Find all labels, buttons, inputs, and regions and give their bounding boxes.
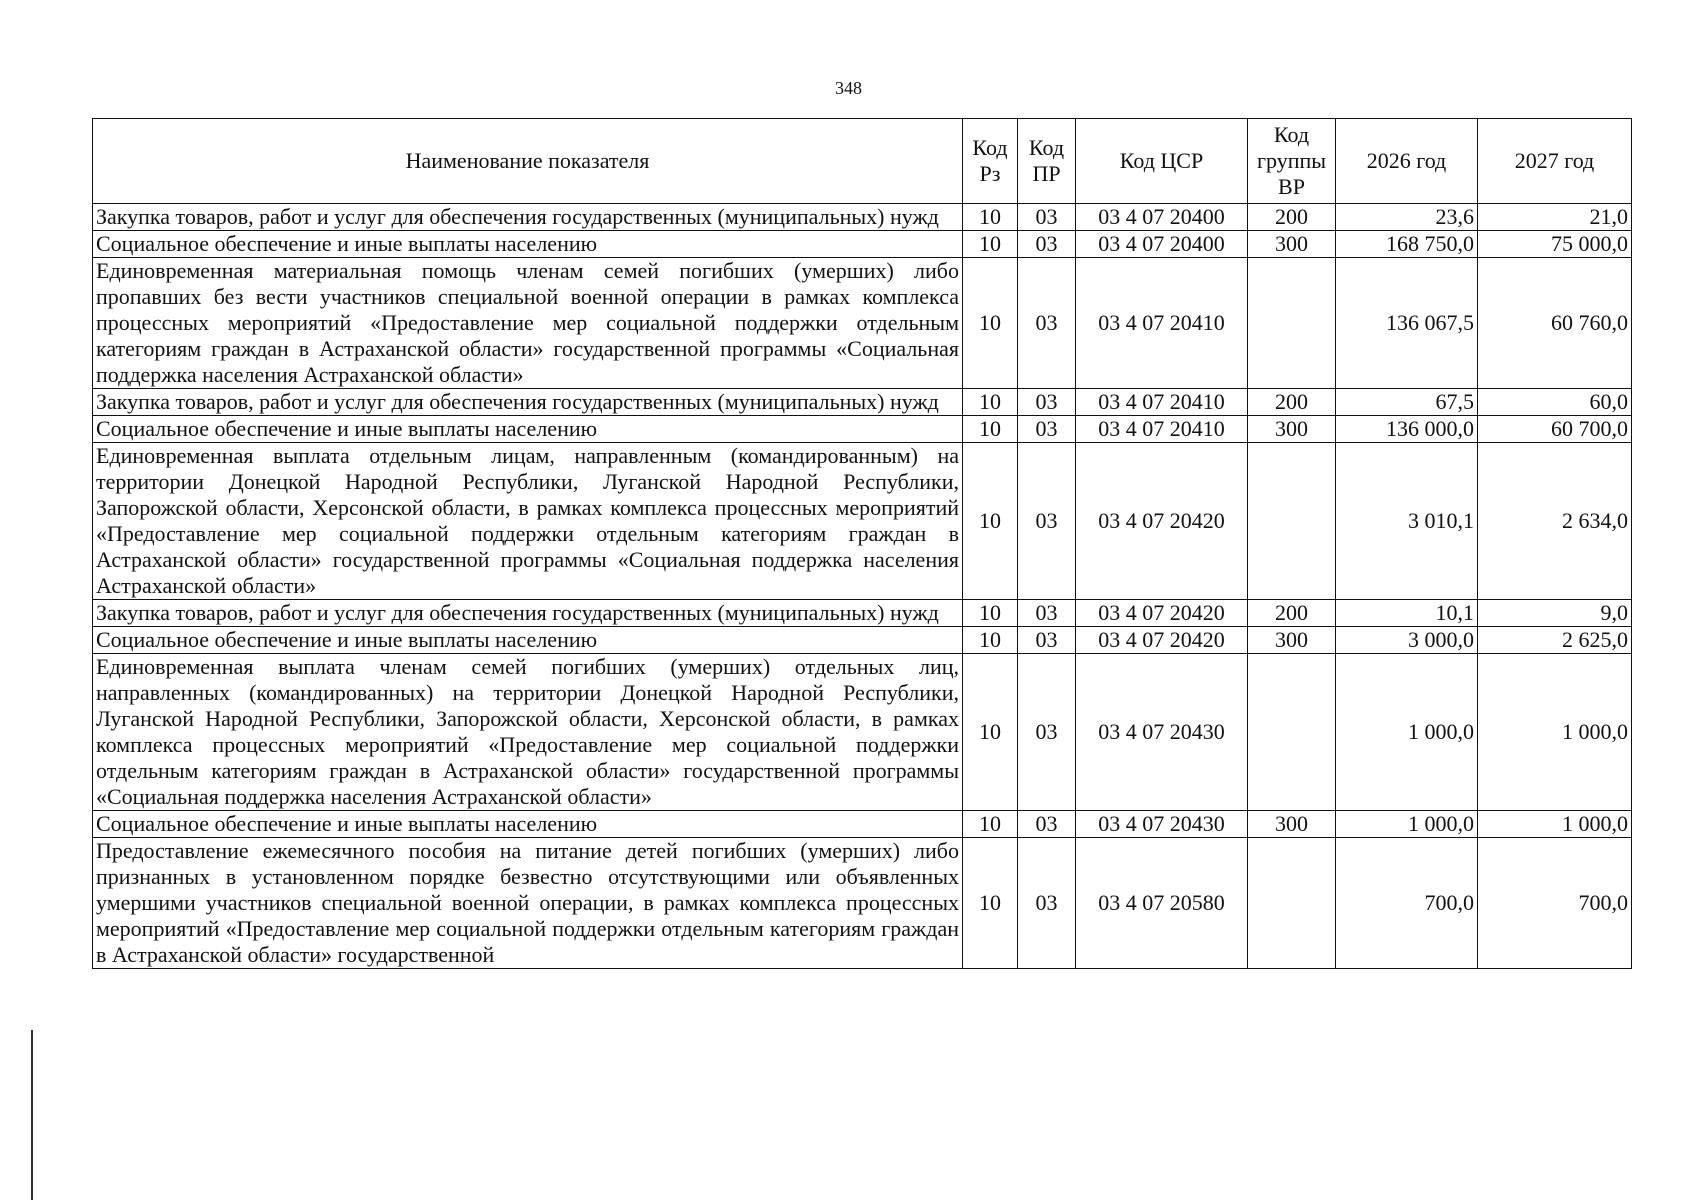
row-csr: 03 4 07 20430 [1076, 811, 1248, 838]
table-row [93, 838, 1632, 969]
row-name: Закупка товаров, работ и услуг для обеспечения государственных (муниципальных) нужд [93, 389, 963, 416]
row-rz: 10 [963, 600, 1018, 627]
row-csr: 03 4 07 20410 [1076, 416, 1248, 443]
page-number: 348 [835, 78, 862, 98]
row-2026: 700,0 [1336, 838, 1478, 969]
header-csr: Код ЦСР [1076, 119, 1248, 204]
row-name: Единовременная выплата отдельным лицам, направленным (командированным) на территории Донецкой Народной Республики, Луганской Народной Республики, Запорожской области, Херсонской области, в рамках комплекса процессных мероприятий «Предоставление мер социальной поддержки отдельным категориям граждан в Астраханской области» государственной программы «Социальная поддержка населения Астраханской области» [93, 443, 963, 600]
row-pr: 03 [1018, 416, 1076, 443]
row-2027: 2 625,0 [1478, 627, 1632, 654]
row-pr: 03 [1018, 231, 1076, 258]
row-rz: 10 [963, 627, 1018, 654]
header-rz: Код Рз [963, 119, 1018, 204]
row-csr: 03 4 07 20430 [1076, 654, 1248, 811]
row-name: Единовременная материальная помощь членам семей погибших (умерших) либо пропавших без вести участников специальной военной операции в рамках комплекса процессных мероприятий «Предоставление мер социальной поддержки отдельным категориям граждан в Астраханской области» государственной программы «Социальная поддержка населения Астраханской области» [93, 258, 963, 389]
row-2027: 2 634,0 [1478, 443, 1632, 600]
row-pr: 03 [1018, 600, 1076, 627]
row-2026: 10,1 [1336, 600, 1478, 627]
row-vr: 300 [1248, 627, 1336, 654]
row-rz: 10 [963, 416, 1018, 443]
row-name: Социальное обеспечение и иные выплаты населению [93, 231, 963, 258]
row-vr: 200 [1248, 389, 1336, 416]
row-vr [1248, 258, 1336, 389]
table-body [93, 204, 1632, 969]
row-2026: 3 010,1 [1336, 443, 1478, 600]
row-pr: 03 [1018, 811, 1076, 838]
row-csr: 03 4 07 20420 [1076, 627, 1248, 654]
row-vr: 200 [1248, 600, 1336, 627]
row-2026: 168 750,0 [1336, 231, 1478, 258]
row-vr: 300 [1248, 416, 1336, 443]
row-rz: 10 [963, 258, 1018, 389]
row-rz: 10 [963, 443, 1018, 600]
row-csr: 03 4 07 20410 [1076, 389, 1248, 416]
table-row [93, 600, 1632, 627]
row-2026: 23,6 [1336, 204, 1478, 231]
row-csr: 03 4 07 20420 [1076, 600, 1248, 627]
row-2026: 136 067,5 [1336, 258, 1478, 389]
row-vr: 300 [1248, 811, 1336, 838]
row-csr: 03 4 07 20400 [1076, 231, 1248, 258]
row-2027: 75 000,0 [1478, 231, 1632, 258]
row-2027: 700,0 [1478, 838, 1632, 969]
row-csr: 03 4 07 20580 [1076, 838, 1248, 969]
header-name: Наименование показателя [93, 119, 963, 204]
row-rz: 10 [963, 838, 1018, 969]
row-2026: 1 000,0 [1336, 654, 1478, 811]
row-vr: 300 [1248, 231, 1336, 258]
table-row [93, 231, 1632, 258]
row-name: Социальное обеспечение и иные выплаты населению [93, 811, 963, 838]
row-pr: 03 [1018, 443, 1076, 600]
row-rz: 10 [963, 389, 1018, 416]
table-row [93, 811, 1632, 838]
table-row [93, 627, 1632, 654]
table-row [93, 654, 1632, 811]
row-pr: 03 [1018, 627, 1076, 654]
row-vr [1248, 838, 1336, 969]
row-vr: 200 [1248, 204, 1336, 231]
row-rz: 10 [963, 231, 1018, 258]
row-2026: 136 000,0 [1336, 416, 1478, 443]
table-row [93, 258, 1632, 389]
row-csr: 03 4 07 20420 [1076, 443, 1248, 600]
row-pr: 03 [1018, 204, 1076, 231]
row-2027: 60 760,0 [1478, 258, 1632, 389]
margin-rule [31, 1030, 33, 1200]
row-name: Социальное обеспечение и иные выплаты населению [93, 627, 963, 654]
row-rz: 10 [963, 654, 1018, 811]
table-row [93, 204, 1632, 231]
row-2027: 9,0 [1478, 600, 1632, 627]
row-2027: 1 000,0 [1478, 654, 1632, 811]
row-pr: 03 [1018, 389, 1076, 416]
table-row [93, 443, 1632, 600]
row-2027: 21,0 [1478, 204, 1632, 231]
row-name: Закупка товаров, работ и услуг для обеспечения государственных (муниципальных) нужд [93, 600, 963, 627]
header-vr: Код группы ВР [1248, 119, 1336, 204]
row-name: Единовременная выплата членам семей погибших (умерших) отдельных лиц, направленных (командированных) на территории Донецкой Народной Республики, Луганской Народной Республики, Запорожской области, Херсонской области, в рамках комплекса процессных мероприятий «Предоставление мер социальной поддержки отдельным категориям граждан в Астраханской области» государственной программы «Социальная поддержка населения Астраханской области» [93, 654, 963, 811]
budget-table [92, 118, 1632, 969]
header-2027: 2027 год [1478, 119, 1632, 204]
header-row [93, 119, 1632, 204]
row-pr: 03 [1018, 838, 1076, 969]
row-2027: 1 000,0 [1478, 811, 1632, 838]
row-2027: 60,0 [1478, 389, 1632, 416]
row-csr: 03 4 07 20400 [1076, 204, 1248, 231]
table-header [93, 119, 1632, 204]
header-pr: Код ПР [1018, 119, 1076, 204]
row-pr: 03 [1018, 258, 1076, 389]
row-vr [1248, 654, 1336, 811]
row-2026: 3 000,0 [1336, 627, 1478, 654]
table-row [93, 389, 1632, 416]
row-name: Закупка товаров, работ и услуг для обеспечения государственных (муниципальных) нужд [93, 204, 963, 231]
row-name: Социальное обеспечение и иные выплаты населению [93, 416, 963, 443]
row-name: Предоставление ежемесячного пособия на питание детей погибших (умерших) либо признанных в установленном порядке безвестно отсутствующими или объявленных умершими участников специальной военной операции, в рамках комплекса процессных мероприятий «Предоставление мер социальной поддержки отдельным категориям граждан в Астраханской области» государственной [93, 838, 963, 969]
table-row [93, 416, 1632, 443]
row-2027: 60 700,0 [1478, 416, 1632, 443]
row-pr: 03 [1018, 654, 1076, 811]
row-2026: 67,5 [1336, 389, 1478, 416]
header-2026: 2026 год [1336, 119, 1478, 204]
row-2026: 1 000,0 [1336, 811, 1478, 838]
row-csr: 03 4 07 20410 [1076, 258, 1248, 389]
row-rz: 10 [963, 811, 1018, 838]
row-rz: 10 [963, 204, 1018, 231]
row-vr [1248, 443, 1336, 600]
